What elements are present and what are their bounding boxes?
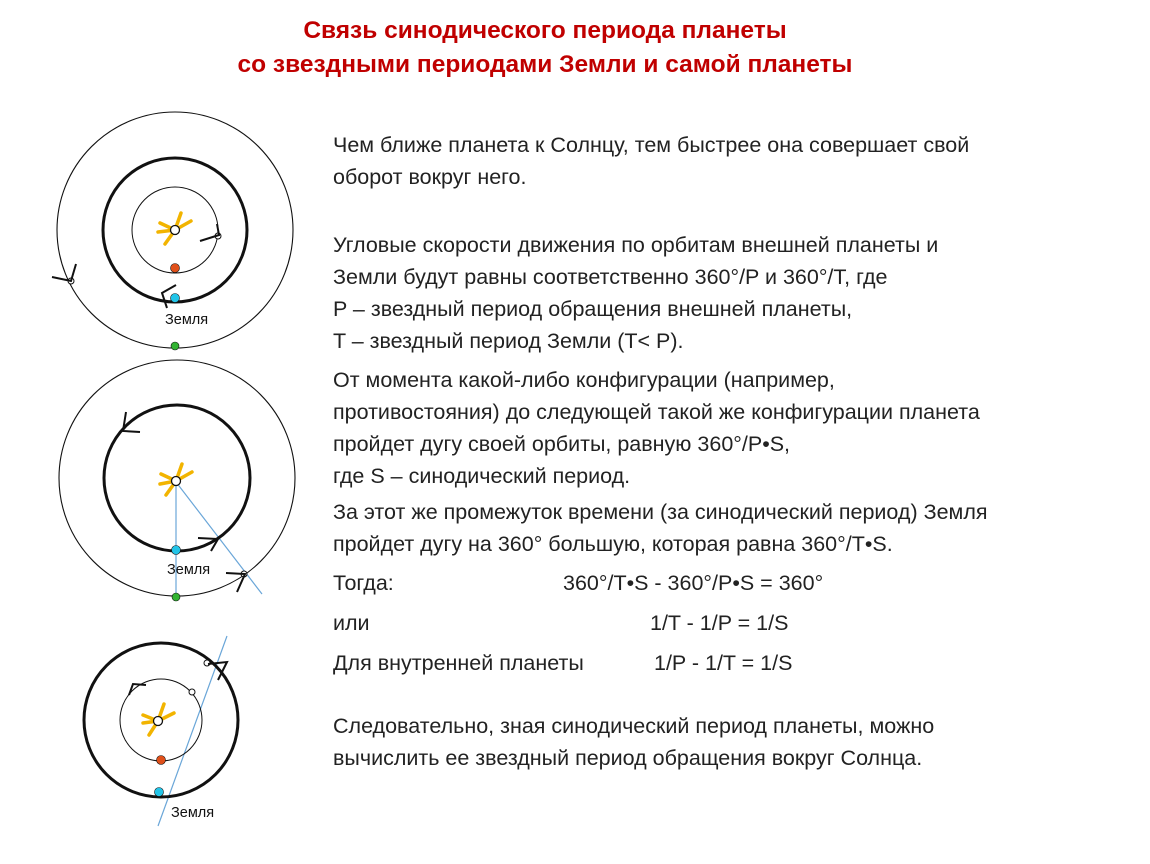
earth-label: Земля: [167, 562, 211, 578]
text-line: вычислить ее звездный период обращения вокруг Солнца.: [333, 746, 923, 770]
text-line: От момента какой-либо конфигурации (например,: [333, 368, 835, 392]
inner-planet-label: Для внутренней планеты: [333, 651, 584, 675]
text-line: противостояния) до следующей такой же конфигурации планета: [333, 400, 980, 424]
or-formula: 1/T - 1/P = 1/S: [650, 611, 789, 635]
then-label: Тогда:: [333, 571, 394, 595]
sun-icon: [158, 213, 191, 244]
text-line: Угловые скорости движения по орбитам внешней планеты и: [333, 233, 939, 257]
paragraph-angular-velocities: [333, 229, 1133, 357]
text-line: P – звездный период обращения внешней планеты,: [333, 297, 853, 321]
text-line: За этот же промежуток времени (за синодический период) Земля: [333, 500, 988, 524]
then-formula: 360°/T•S - 360°/P•S = 360°: [563, 571, 824, 595]
orbit-diagrams: [0, 0, 320, 864]
paragraph-speed: [333, 129, 1133, 193]
title-line-2: со звездными периодами Земли и самой планеты: [237, 51, 853, 78]
earth-marker: [155, 788, 164, 797]
diagram-3: [84, 636, 238, 826]
planet-marker: [171, 264, 180, 273]
planet-marker: [157, 756, 166, 765]
text-line: пройдет дугу на 360° большую, которая равна 360°/T•S.: [333, 532, 893, 556]
text-line: где S – синодический период.: [333, 464, 631, 488]
inner-planet-formula: 1/P - 1/T = 1/S: [654, 651, 793, 675]
diagram-1: [52, 112, 293, 350]
earth-label: Земля: [171, 805, 215, 821]
text-line: Земли будут равны соответственно 360°/P и 360°/T, где: [333, 265, 888, 289]
paragraph-conclusion: [333, 710, 1133, 774]
earth-label: Земля: [165, 312, 209, 328]
paragraph-configuration: [333, 364, 1133, 492]
title-line-1: Связь синодического периода планеты: [303, 17, 787, 44]
or-label: или: [333, 611, 370, 635]
paragraph-earth-arc: [333, 496, 1133, 560]
earth-marker: [171, 294, 180, 303]
direction-arrow-icon: [52, 264, 76, 281]
diagram-2: [59, 360, 295, 601]
sun-icon: [143, 704, 174, 735]
text-line: T – звездный период Земли (T< P).: [333, 329, 684, 353]
green-marker: [171, 342, 179, 350]
text-line: Следовательно, зная синодический период планеты, можно: [333, 714, 935, 738]
text-line: Чем ближе планета к Солнцу, тем быстрее она совершает свой: [333, 133, 970, 157]
text-line: оборот вокруг него.: [333, 165, 527, 189]
green-marker: [172, 593, 180, 601]
text-line: пройдет дугу своей орбиты, равную 360°/P•S,: [333, 432, 791, 456]
earth-marker: [172, 546, 181, 555]
direction-arrow-icon: [129, 684, 146, 695]
